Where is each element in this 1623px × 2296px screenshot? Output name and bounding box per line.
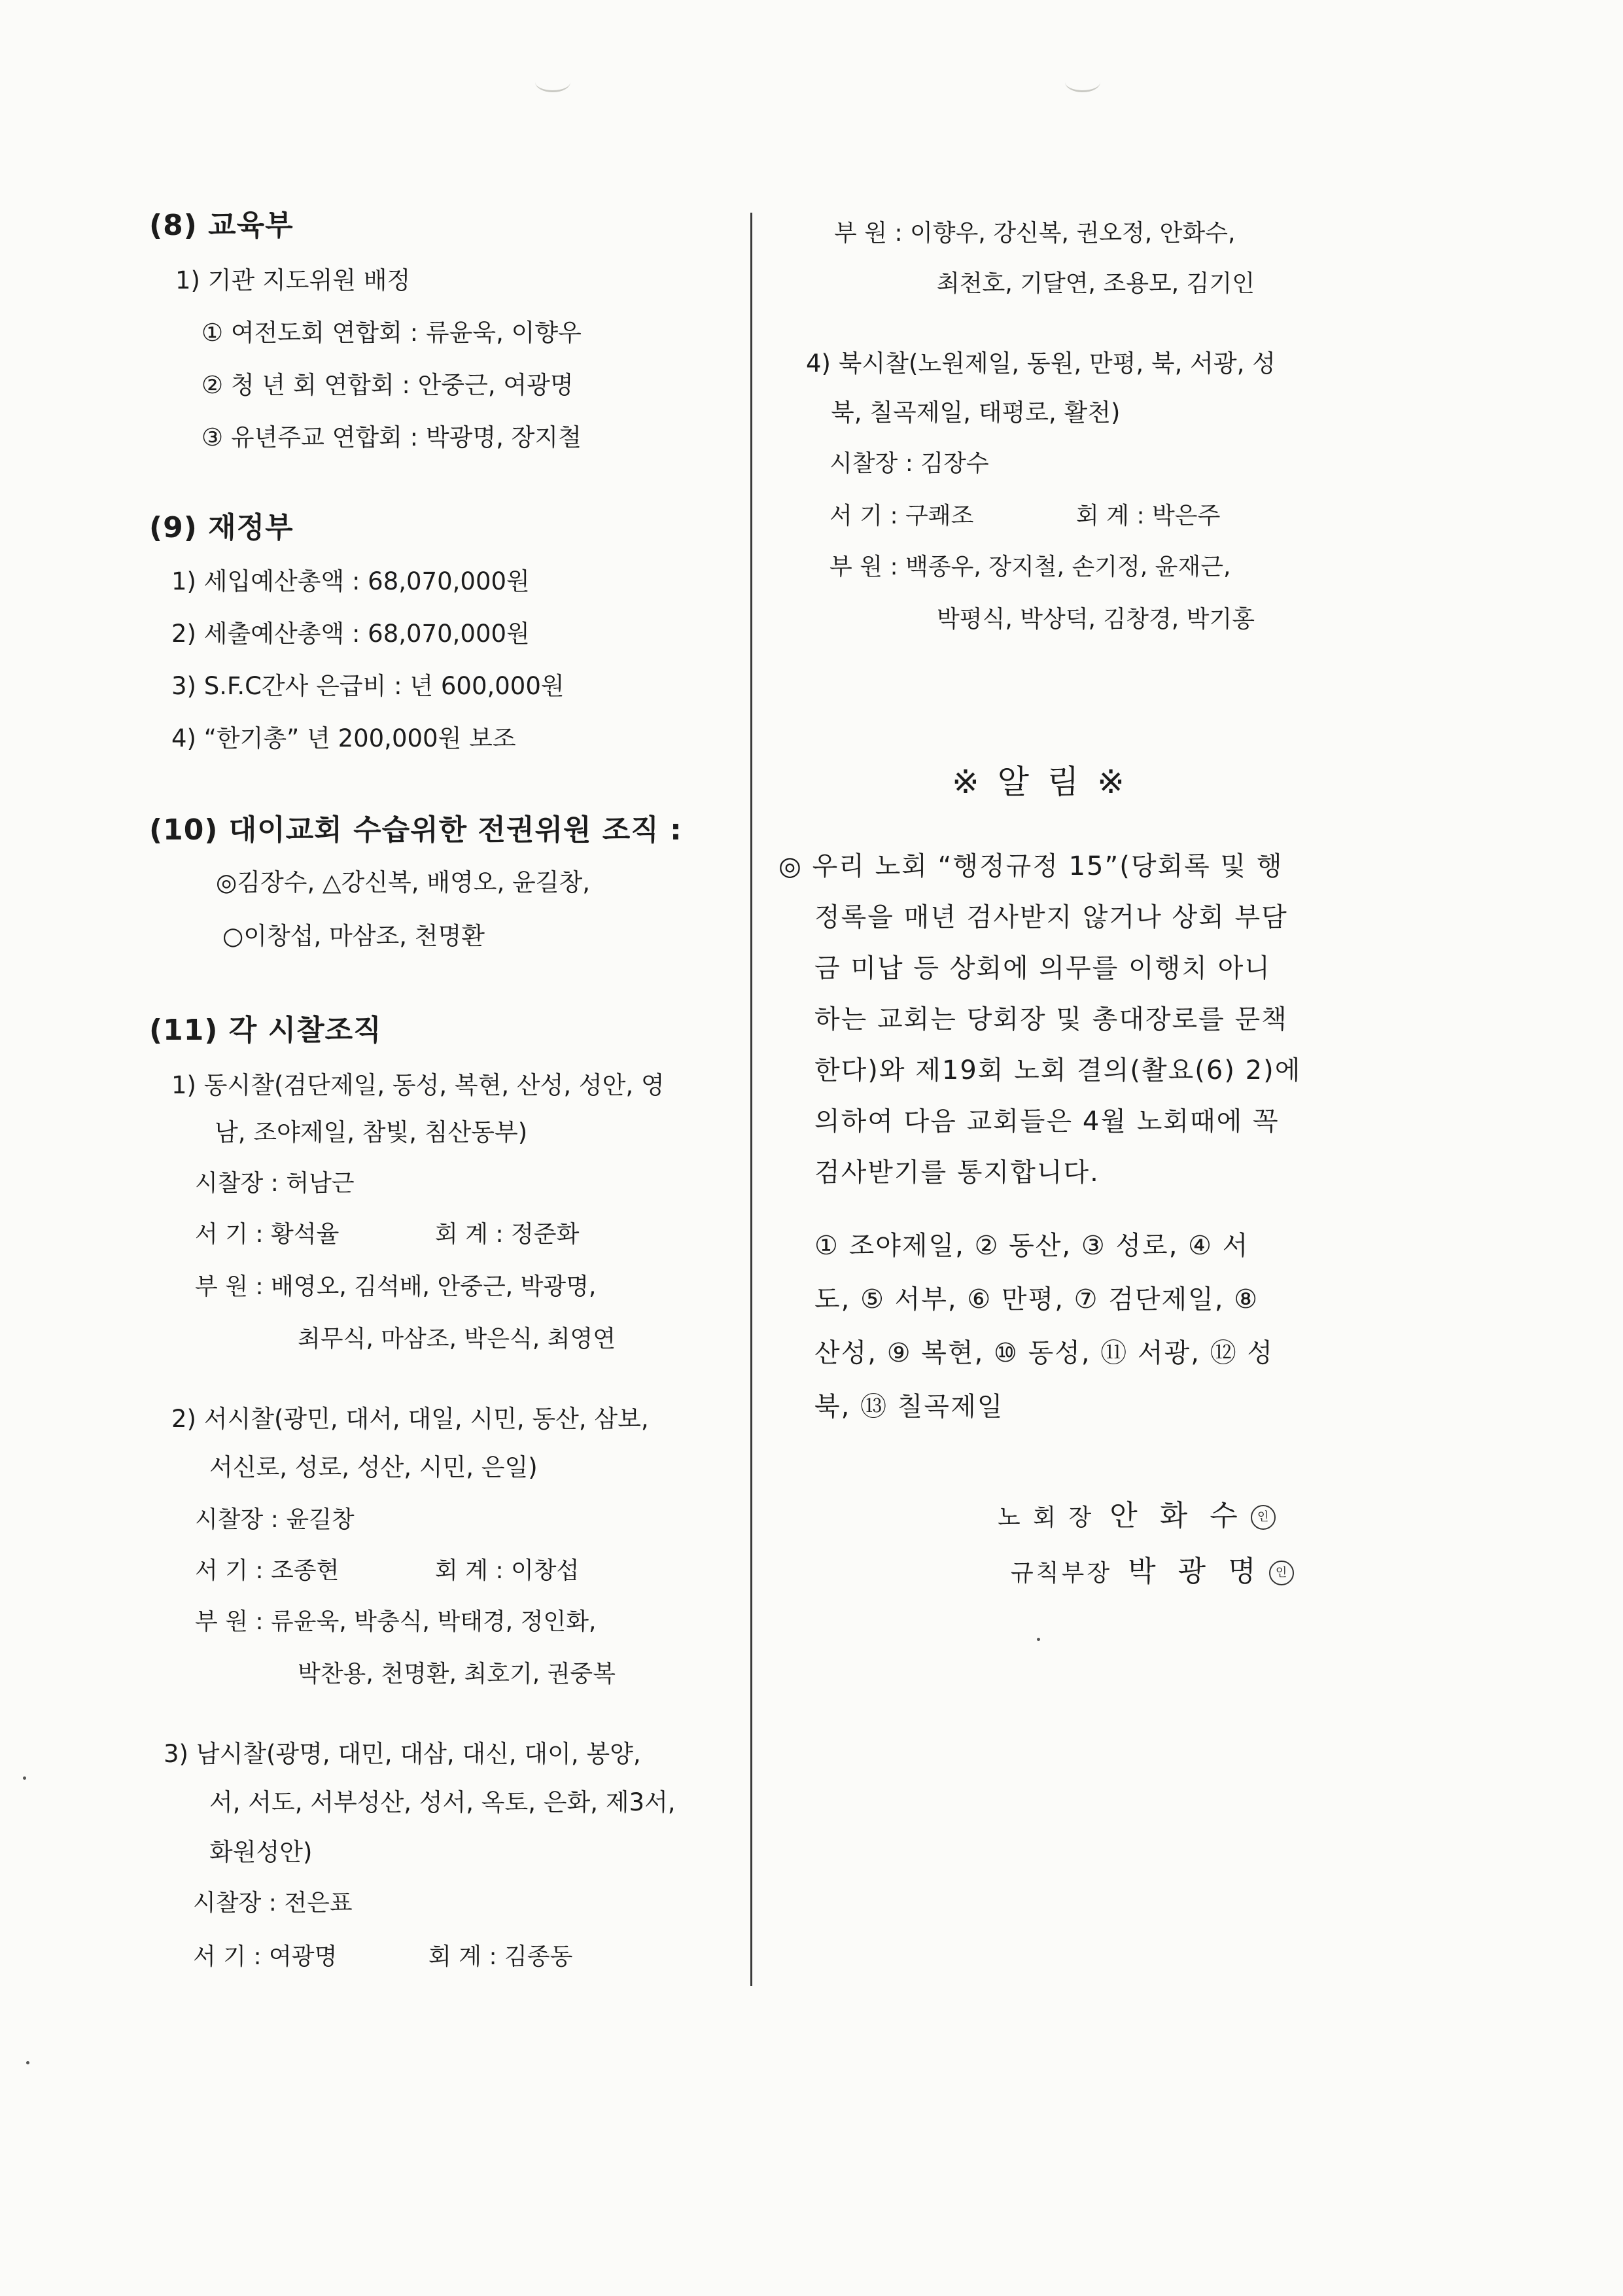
district-treasurer: 회 계 : 정준화 [435, 1221, 580, 1248]
list-item: 1) 세입예산총액 : 68,070,000원 [171, 567, 530, 595]
scan-speck [23, 1776, 26, 1780]
committee-line: ◎김장수, △강신복, 배영오, 윤길창, [216, 868, 590, 896]
district-clerk: 서 기 : 조종현 [195, 1557, 340, 1584]
notice-line: 한다)와 제19회 노회 결의(촬요(6) 2)에 [814, 1055, 1302, 1086]
district-heading-cont: 북, 칠곡제일, 태평로, 활천) [831, 398, 1121, 427]
district-heading: 4) 북시찰(노원제일, 동원, 만평, 북, 서광, 성 [806, 349, 1276, 378]
seal-stamp: 인 [1269, 1561, 1294, 1585]
district-chief: 시찰장 : 윤길창 [195, 1506, 355, 1533]
signature-moderator [998, 1492, 1276, 1534]
district-heading-cont: 화원성안) [209, 1838, 313, 1866]
list-item: ① 여전도회 연합회 : 류윤욱, 이향우 [201, 319, 582, 347]
section-8-title: (8) 교육부 [149, 209, 294, 242]
section-8-sub: 1) 기관 지도위원 배정 [175, 266, 411, 294]
district-members-cont: 최무식, 마삼조, 박은식, 최영연 [298, 1326, 616, 1352]
list-item: ③ 유년주교 연합회 : 박광명, 장지철 [201, 423, 582, 451]
district-heading-cont: 남, 조야제일, 참빛, 침산동부) [215, 1118, 528, 1146]
committee-line: ○이창섭, 마삼조, 천명환 [222, 922, 485, 950]
church-list-line: 산성, ⑨ 복현, ⑩ 동성, ⑪ 서광, ⑫ 성 [814, 1338, 1274, 1368]
district-members: 부 원 : 배영오, 김석배, 안중근, 박광명, [195, 1273, 597, 1300]
district-members-cont: 박평식, 박상덕, 김창경, 박기홍 [937, 606, 1255, 633]
section-9-title: (9) 재정부 [149, 511, 294, 544]
district-heading: 2) 서시찰(광민, 대서, 대일, 시민, 동산, 삼보, [171, 1405, 649, 1433]
church-list-line: 북, ⑬ 칠곡제일 [814, 1392, 1004, 1422]
notice-title: ※ 알 림 ※ [952, 763, 1129, 801]
district-chief: 시찰장 : 전은표 [193, 1890, 353, 1916]
notice-line: 의하여 다음 교회들은 4월 노회때에 꼭 [814, 1106, 1280, 1137]
signature-role: 노 회 장 [998, 1504, 1094, 1531]
punch-mark [535, 72, 570, 92]
district-members: 부 원 : 이향우, 강신복, 권오정, 안화수, [834, 220, 1236, 247]
notice-line: 금 미납 등 상회에 의무를 이행치 아니 [814, 953, 1271, 983]
list-item: 3) S.F.C간사 은급비 : 년 600,000원 [171, 672, 565, 700]
district-treasurer: 회 계 : 박은주 [1076, 503, 1221, 529]
church-list-line: ① 조야제일, ② 동산, ③ 성로, ④ 서 [814, 1231, 1249, 1261]
district-treasurer: 회 계 : 이창섭 [435, 1557, 580, 1584]
notice-line: 하는 교회는 당회장 및 총대장로를 문책 [814, 1004, 1288, 1034]
section-11-title: (11) 각 시찰조직 [149, 1014, 382, 1047]
signature-name: 박 광 명 [1128, 1555, 1263, 1588]
signature-name: 안 화 수 [1109, 1499, 1244, 1532]
district-heading-cont: 서, 서도, 서부성산, 성서, 옥토, 은화, 제3서, [209, 1788, 676, 1816]
notice-line: 검사받기를 통지합니다. [814, 1157, 1100, 1188]
district-members-cont: 박찬용, 천명환, 최호기, 권중복 [298, 1661, 616, 1687]
district-chief: 시찰장 : 허남근 [195, 1170, 355, 1197]
church-list-line: 도, ⑤ 서부, ⑥ 만평, ⑦ 검단제일, ⑧ [814, 1284, 1259, 1315]
district-clerk: 서 기 : 황석율 [195, 1221, 340, 1248]
list-item: 2) 세출예산총액 : 68,070,000원 [171, 620, 530, 648]
notice-line: ◎ 우리 노회 “행정규정 15”(당회록 및 행 [778, 851, 1283, 881]
section-10-title: (10) 대이교회 수습위한 전권위원 조직 : [149, 813, 682, 847]
column-divider [750, 213, 752, 1986]
signature-rules-chair [1011, 1547, 1294, 1589]
district-chief: 시찰장 : 김장수 [829, 450, 989, 477]
district-members-cont: 최천호, 기달연, 조용모, 김기인 [937, 270, 1255, 297]
punch-mark [1065, 72, 1100, 92]
signature-role: 규칙부장 [1011, 1560, 1113, 1587]
district-clerk: 서 기 : 구쾌조 [829, 503, 974, 529]
list-item: 4) “한기총” 년 200,000원 보조 [171, 724, 516, 752]
seal-stamp: 인 [1251, 1505, 1276, 1530]
district-heading-cont: 서신로, 성로, 성산, 시민, 은일) [209, 1453, 538, 1481]
notice-line: 정록을 매년 검사받지 않거나 상회 부담 [814, 902, 1288, 932]
district-members: 부 원 : 백종우, 장지철, 손기정, 윤재근, [829, 554, 1231, 580]
district-clerk: 서 기 : 여광명 [193, 1943, 338, 1970]
scan-speck [1037, 1638, 1040, 1641]
district-heading: 1) 동시찰(검단제일, 동성, 복현, 산성, 성안, 영 [171, 1071, 665, 1099]
district-heading: 3) 남시찰(광명, 대민, 대삼, 대신, 대이, 봉양, [164, 1740, 641, 1768]
list-item: ② 청 년 회 연합회 : 안중근, 여광명 [201, 371, 574, 399]
scan-speck [26, 2061, 29, 2064]
district-treasurer: 회 계 : 김종동 [428, 1943, 573, 1970]
district-members: 부 원 : 류윤욱, 박충식, 박태경, 정인화, [195, 1608, 597, 1635]
